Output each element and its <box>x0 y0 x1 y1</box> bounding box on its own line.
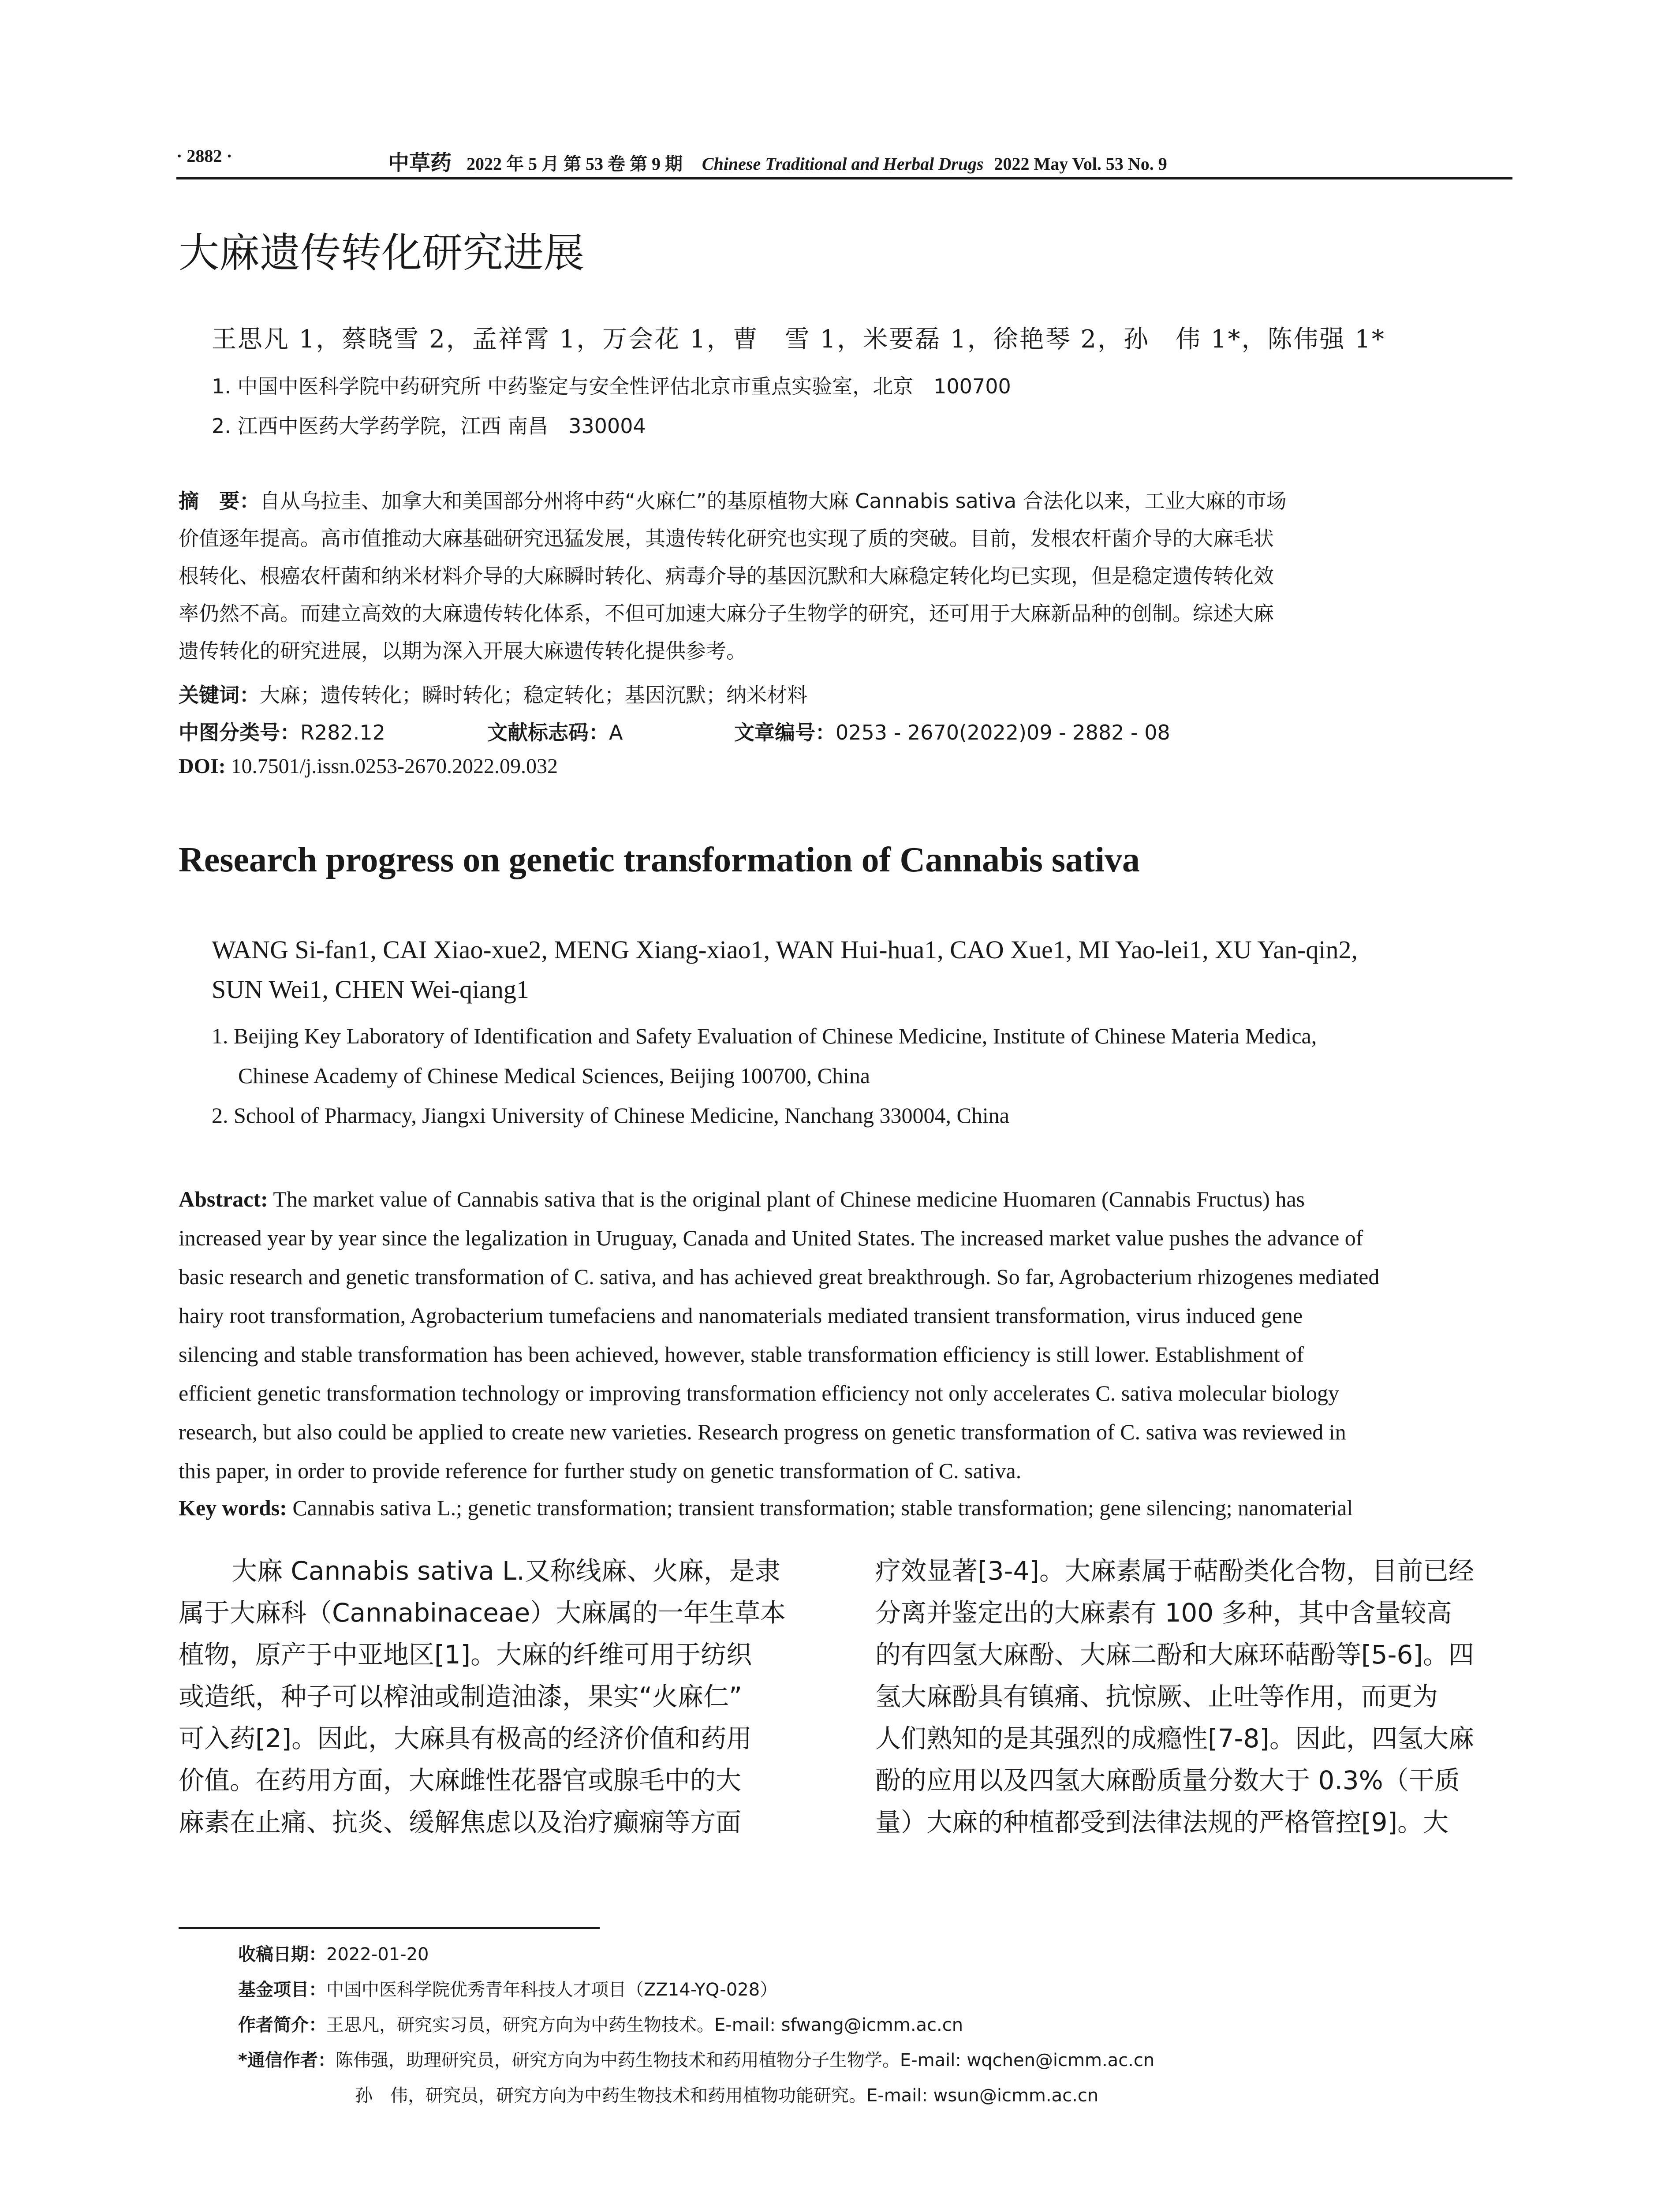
keywords-en <box>179 1495 1512 1521</box>
doi-label: DOI: <box>179 755 226 778</box>
issue-en: 2022 May Vol. 53 No. 9 <box>994 154 1167 174</box>
keywords-cn-text: 大麻；遗传转化；瞬时转化；稳定转化；基因沉默；纳米材料 <box>260 683 807 707</box>
article-number-label: 文章编号： <box>734 721 836 744</box>
body-line: 麻素在止痛、抗炎、缓解焦虑以及治疗癫痫等方面 <box>179 1807 742 1837</box>
body-line: 人们熟知的是其强烈的成瘾性[7-8]。因此，四氢大麻 <box>875 1723 1474 1753</box>
keywords-en-text: Cannabis sativa L.; genetic transformation; transient transformation; stable transformation; gene silencing; nanomaterial <box>292 1495 1353 1520</box>
authors-cn: 王思凡 1，蔡晓雪 2，孟祥霄 1，万会花 1，曹 雪 1，米要磊 1，徐艳琴 2，孙 伟 1*，陈伟强 1* <box>212 325 1385 354</box>
abstract-en-line: hairy root transformation, Agrobacterium tumefaciens and nanomaterials mediated transient transformation, virus induced gene <box>179 1303 1303 1328</box>
doc-code-label: 文献标志码： <box>487 721 609 744</box>
abstract-en-line: silencing and stable transformation has been achieved, however, stable transformation efficiency is still lower. Establishment of <box>179 1342 1304 1367</box>
clc-label: 中图分类号： <box>179 721 300 744</box>
article-number-value: 0253 - 2670(2022)09 - 2882 - 08 <box>836 721 1170 744</box>
footnote-label: 基金项目： <box>238 1980 326 2000</box>
abstract-en-label: Abstract: <box>179 1187 268 1211</box>
body-line: 或造纸，种子可以榨油或制造油漆，果实“火麻仁” <box>179 1682 743 1712</box>
keywords-cn-label: 关键词： <box>179 683 260 707</box>
abstract-en-line: this paper, in order to provide reference for further study on genetic transformation of C. sativa. <box>179 1458 1022 1483</box>
footnote-corresponding-2 <box>355 2082 1512 2107</box>
authors-en-line: SUN Wei1, CHEN Wei-qiang1 <box>212 975 529 1004</box>
body-line: 酚的应用以及四氢大麻酚质量分数大于 0.3%（干质 <box>875 1765 1460 1795</box>
footnote-label: 收稿日期： <box>238 1944 326 1965</box>
footnote-corresponding <box>238 2046 1512 2071</box>
body-line: 分离并鉴定出的大麻素有 100 多种，其中含量较高 <box>875 1598 1452 1628</box>
footnote-received <box>238 1940 1512 1966</box>
body-line: 属于大麻科（Cannabinaceae）大麻属的一年生草本 <box>179 1598 786 1628</box>
abstract-cn-line: 遗传转化的研究进展，以期为深入开展大麻遗传转化提供参考。 <box>179 639 747 663</box>
title-cn: 大麻遗传转化研究进展 <box>179 229 585 277</box>
body-line: 氢大麻酚具有镇痛、抗惊厥、止吐等作用，而更为 <box>875 1682 1438 1712</box>
classification <box>179 717 1512 746</box>
doi <box>179 754 558 778</box>
abstract-en-line: The market value of Cannabis sativa that is the original plant of Chinese medicine Huomaren (Cannabis Fructus) has <box>273 1187 1305 1211</box>
body-line: 价值。在药用方面，大麻雌性花器官或腺毛中的大 <box>179 1765 742 1795</box>
journal-name-en: Chinese Traditional and Herbal Drugs <box>702 154 984 174</box>
doi-value: 10.7501/j.issn.0253-2670.2022.09.032 <box>231 755 558 778</box>
affiliation-en-line: 2. School of Pharmacy, Jiangxi University of Chinese Medicine, Nanchang 330004, China <box>212 1103 1009 1128</box>
footnote-text: 王思凡，研究实习员，研究方向为中药生物技术。E-mail: sfwang@icmm.ac.cn <box>326 2015 963 2035</box>
footnote-label: 作者简介： <box>238 2015 326 2035</box>
footnote-text: 陈伟强，助理研究员，研究方向为中药生物技术和药用植物分子生物学。E-mail: wqchen@icmm.ac.cn <box>335 2050 1155 2070</box>
keywords-cn <box>179 679 807 708</box>
abstract-en-line: increased year by year since the legalization in Uruguay, Canada and United States. The increased market value pushes the advance of <box>179 1226 1363 1250</box>
header-rule <box>176 177 1512 179</box>
authors-en-line: WANG Si-fan1, CAI Xiao-xue2, MENG Xiang-xiao1, WAN Hui-hua1, CAO Xue1, MI Yao-lei1, XU Yan-qin2, <box>212 935 1358 964</box>
title-en: Research progress on genetic transformation of Cannabis sativa <box>179 841 1140 879</box>
body-line: 可入药[2]。因此，大麻具有极高的经济价值和药用 <box>179 1723 752 1753</box>
running-header <box>388 146 1167 176</box>
abstract-cn-line: 根转化、根癌农杆菌和纳米材料介导的大麻瞬时转化、病毒介导的基因沉默和大麻稳定转化均已实现，但是稳定遗传转化效 <box>179 564 1274 588</box>
footnote-label: *通信作者： <box>238 2050 336 2070</box>
issue-cn: 2022 年 5 月 第 53 卷 第 9 期 <box>466 154 683 174</box>
body-line: 量）大麻的种植都受到法律法规的严格管控[9]。大 <box>875 1807 1449 1837</box>
footnote-rule <box>179 1927 600 1929</box>
abstract-en-line: research, but also could be applied to create new varieties. Research progress on genetic transformation of C. sativa was reviewed in <box>179 1420 1346 1444</box>
footnote-text: 中国中医科学院优秀青年科技人才项目（ZZ14-YQ-028） <box>326 1980 778 2000</box>
abstract-en-line: efficient genetic transformation technology or improving transformation efficiency not only accelerates C. sativa molecular biology <box>179 1381 1340 1405</box>
footnote-text: 孙 伟，研究员，研究方向为中药生物技术和药用植物功能研究。E-mail: wsun@icmm.ac.cn <box>355 2085 1099 2106</box>
footnote-author-bio <box>238 2011 1512 2036</box>
body-line: 疗效显著[3-4]。大麻素属于萜酚类化合物，目前已经 <box>875 1556 1474 1586</box>
body-line: 的有四氢大麻酚、大麻二酚和大麻环萜酚等[5-6]。四 <box>875 1640 1474 1670</box>
affiliation-en-line: Chinese Academy of Chinese Medical Sciences, Beijing 100700, China <box>238 1063 870 1088</box>
affiliation-cn-1: 1. 中国中医科学院中药研究所 中药鉴定与安全性评估北京市重点实验室，北京 100700 <box>212 374 1011 398</box>
footnote-funding <box>238 1976 1512 2001</box>
clc-value: R282.12 <box>300 721 385 744</box>
affiliation-cn-2: 2. 江西中医药大学药学院，江西 南昌 330004 <box>212 414 646 438</box>
page-number: · 2882 · <box>176 146 232 166</box>
body-line: 植物，原产于中亚地区[1]。大麻的纤维可用于纺织 <box>179 1640 752 1670</box>
abstract-cn-label: 摘 要： <box>179 489 260 513</box>
doc-code-value: A <box>609 721 623 744</box>
abstract-cn-line: 价值逐年提高。高市值推动大麻基础研究迅猛发展，其遗传转化研究也实现了质的突破。目前，发根农杆菌介导的大麻毛状 <box>179 527 1274 550</box>
abstract-cn-line: 自从乌拉圭、加拿大和美国部分州将中药“火麻仁”的基原植物大麻 Cannabis sativa 合法化以来，工业大麻的市场 <box>260 489 1287 513</box>
affiliation-en-line: 1. Beijing Key Laboratory of Identification and Safety Evaluation of Chinese Medicine, Institute of Chinese Materia Medica, <box>212 1024 1317 1048</box>
journal-name-cn: 中草药 <box>388 150 452 175</box>
abstract-en-line: basic research and genetic transformation of C. sativa, and has achieved great breakthrough. So far, Agrobacterium rhizogenes mediated <box>179 1264 1380 1289</box>
abstract-cn-line: 率仍然不高。而建立高效的大麻遗传转化体系，不但可加速大麻分子生物学的研究，还可用于大麻新品种的创制。综述大麻 <box>179 602 1274 625</box>
keywords-en-label: Key words: <box>179 1495 287 1520</box>
body-line: 大麻 Cannabis sativa L.又称线麻、火麻，是隶 <box>231 1556 780 1586</box>
footnote-text: 2022-01-20 <box>326 1944 429 1965</box>
